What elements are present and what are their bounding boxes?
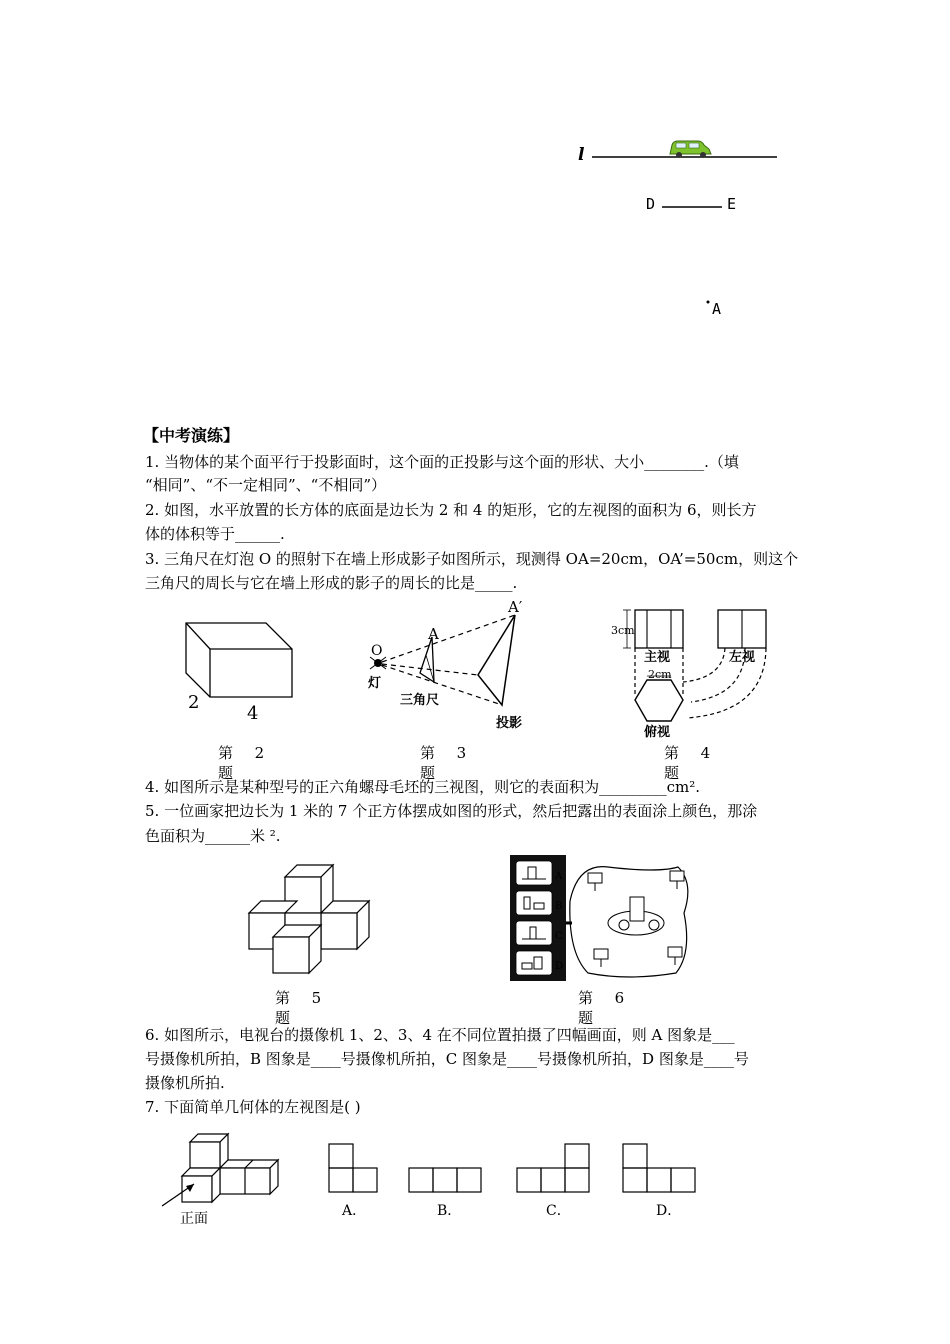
fig2-caption-2: 题 (218, 764, 234, 782)
point-label-d: D (646, 195, 656, 213)
fig4-label-left: 左视 (729, 650, 756, 665)
fig5-caption: 第 5 (275, 989, 322, 1007)
fig4-label-front: 主视 (644, 650, 671, 665)
option-a-label: A． (342, 1203, 367, 1219)
fig4-caption-2: 题 (664, 764, 680, 782)
fig2-label-4: 4 (247, 703, 259, 724)
fig6-caption-2: 题 (578, 1009, 594, 1027)
q2-line2: 体的体积等于______. (145, 525, 285, 543)
option-d-label: D． (656, 1203, 682, 1219)
car-icon (670, 141, 711, 158)
option-c-view (513, 1140, 597, 1196)
option-d-view (619, 1140, 703, 1196)
fig3-label-a: A (428, 625, 439, 643)
fig6-label-a: A (555, 871, 563, 882)
fig3-label-o: O (371, 643, 383, 659)
q6-line1: 6. 如图所示，电视台的摄像机 1、2、3、4 在不同位置拍摄了四幅画面，则 A 图象是___ (145, 1026, 735, 1044)
fig2-caption: 第 2 (218, 744, 265, 762)
line-label-l: l (578, 145, 585, 165)
point-label-e: E (727, 195, 737, 213)
q3-line2: 三角尺的周长与它在墙上形成的影子的周长的比是_____. (145, 574, 518, 592)
fig6-label-d: D (555, 961, 564, 972)
section-title: 【中考演练】 (143, 426, 240, 445)
fig7-label-front: 正面 (180, 1211, 208, 1227)
option-c-label: C． (546, 1203, 571, 1219)
fig6-label-c: C (555, 931, 563, 942)
q5-line2: 色面积为______米 ². (145, 827, 281, 845)
fig4-label-3cm: 3cm (611, 624, 635, 637)
fig6-caption: 第 6 (578, 989, 625, 1007)
point-label-a: A (712, 300, 722, 318)
q3-line1: 3. 三角尺在灯泡 O 的照射下在墙上形成影子如图所示，现测得 OA=20cm，OA’=50cm，则这个 (145, 550, 799, 568)
q6-line2: 号摄像机所拍，B 图象是____号摄像机所拍，C 图象是____号摄像机所拍，D 图象是____号 (145, 1050, 749, 1068)
q5-line1: 5. 一位画家把边长为 1 米的 7 个正方体摆成如图的形式，然后把露出的表面涂上颜色，那涂 (145, 802, 758, 820)
top-figure (560, 130, 800, 330)
fig3-caption-2: 题 (420, 764, 436, 782)
fig7-solid (150, 1130, 290, 1215)
fig6-cameras (508, 853, 698, 983)
q1-line1: 1. 当物体的某个面平行于投影面时，这个面的正投影与这个面的形状、大小________.（填 (145, 453, 739, 471)
point-a-dot (707, 301, 710, 304)
fig3-label-light: 灯 (368, 676, 382, 691)
fig4-caption: 第 4 (664, 744, 711, 762)
fig4-label-2cm: 2cm (648, 668, 672, 681)
q7-line1: 7. 下面简单几何体的左视图是( ) (145, 1098, 361, 1116)
fig3-label-a-prime: A′ (508, 598, 523, 616)
q4-line1: 4. 如图所示是某种型号的正六角螺母毛坯的三视图，则它的表面积为_________cm². (145, 778, 700, 796)
fig4-label-top: 俯视 (644, 725, 671, 740)
q1-line2: “相同”、“不一定相同”、“不相同”） (145, 476, 387, 494)
fig3-label-ruler: 三角尺 (400, 693, 440, 708)
option-b-label: B． (437, 1203, 462, 1219)
fig2-label-2: 2 (188, 692, 200, 713)
fig5-caption-2: 题 (275, 1009, 291, 1027)
option-a-view (325, 1140, 385, 1196)
option-b-view (405, 1164, 489, 1196)
q2-line1: 2. 如图，水平放置的长方体的底面是边长为 2 和 4 的矩形，它的左视图的面积为 6，则长方 (145, 501, 757, 519)
fig6-label-b: B (555, 901, 563, 912)
fig3-label-shadow: 投影 (496, 716, 523, 731)
fig5-cubes (245, 855, 375, 985)
fig2-cuboid (180, 615, 310, 710)
q6-line3: 摄像机所拍. (145, 1074, 225, 1092)
fig3-caption: 第 3 (420, 744, 467, 762)
